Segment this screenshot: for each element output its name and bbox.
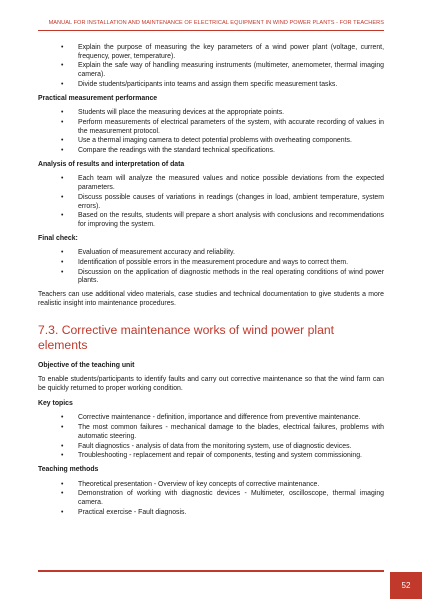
list-item-text: Identification of possible errors in the measurement procedure and ways to correct them.	[78, 259, 349, 267]
list-item	[38, 424, 384, 441]
bullet-icon: •	[61, 480, 64, 488]
bullet-icon: •	[61, 249, 64, 257]
list-item	[38, 147, 384, 156]
key-topics-list	[38, 414, 384, 461]
practical-heading: Practical measurement performance	[38, 94, 158, 102]
bullet-icon: •	[61, 118, 64, 126]
list-item	[38, 452, 384, 461]
list-item	[38, 259, 384, 268]
list-item	[38, 175, 384, 192]
bullet-icon: •	[61, 44, 64, 51]
list-item	[38, 137, 384, 146]
list-item	[38, 119, 384, 136]
list-item-text: The most common failures - mechanical damage to the blades, electrical failures, problems with automatic steering.	[78, 424, 384, 440]
list-item-text: Students will place the measuring devices at the appropriate points.	[78, 109, 285, 117]
practical-list	[38, 109, 384, 156]
list-item-text: Corrective maintenance - definition, importance and difference from preventive maintenance.	[78, 414, 361, 422]
list-item-text: Discussion on the application of diagnostic methods in the real operating conditions of wind power plants.	[78, 268, 384, 285]
list-item-text: Demonstration of working with diagnostic devices - Multimeter, oscilloscope, thermal imaging camera.	[78, 490, 384, 507]
list-item	[38, 212, 384, 229]
list-item-text: Use a thermal imaging camera to detect potential problems with overheating components.	[78, 137, 352, 145]
page-content	[38, 44, 384, 522]
list-item	[38, 109, 384, 118]
bullet-icon: •	[61, 268, 64, 276]
final-check-heading: Final check:	[38, 234, 78, 242]
final-check-list	[38, 249, 384, 286]
list-item-text: Troubleshooting - replacement and repair of components, testing and system commissioning.	[78, 452, 362, 460]
list-item	[38, 249, 384, 258]
methods-list	[38, 481, 384, 518]
bullet-icon: •	[61, 62, 64, 70]
bullet-icon: •	[61, 137, 64, 145]
bullet-icon: •	[61, 508, 64, 516]
bullet-icon: •	[61, 452, 64, 460]
list-item	[38, 44, 384, 61]
list-item	[38, 481, 384, 490]
list-item-text: Explain the safe way of handling measuring instruments (multimeter, anemometer, thermal imaging camera).	[78, 62, 384, 79]
bullet-icon: •	[61, 80, 64, 88]
header-divider	[38, 30, 384, 31]
footer-divider	[38, 570, 384, 572]
list-item-text: Evaluation of measurement accuracy and reliability.	[78, 249, 235, 257]
list-item-text: Practical exercise - Fault diagnosis.	[78, 508, 187, 516]
methods-heading: Teaching methods	[38, 465, 99, 473]
page-number: 52	[390, 572, 422, 599]
section-title: 7.3. Corrective maintenance works of wind power plant elements	[38, 322, 335, 352]
list-item-text: Perform measurements of electrical parameters of the system, with accurate recording of values in the measurement protocol.	[78, 118, 384, 135]
analysis-heading: Analysis of results and interpretation of data	[38, 160, 185, 168]
teachers-note: Teachers can use additional video materials, case studies and technical documentation to give students a more realistic insight into maintenance procedures.	[38, 291, 384, 307]
list-item-text: Fault diagnostics - analysis of data from the monitoring system, use of diagnostic devices.	[78, 442, 352, 450]
list-item-text: Compare the readings with the standard technical specifications.	[78, 147, 275, 155]
objective-text: To enable students/participants to identify faults and carry out corrective maintenance so that the wind farm can be quickly returned to proper working condition.	[38, 376, 384, 392]
list-item	[38, 490, 384, 507]
list-item-text: Divide students/participants into teams and assign them specific measurement tasks.	[78, 80, 338, 88]
list-item	[38, 269, 384, 286]
list-item	[38, 443, 384, 452]
header-text: MANUAL FOR INSTALLATION AND MAINTENANCE OF ELECTRICAL EQUIPMENT IN WIND POWER PLANTS - FOR TEACHERS	[48, 20, 384, 26]
list-item	[38, 414, 384, 423]
list-item	[38, 194, 384, 211]
bullet-icon: •	[61, 193, 64, 201]
bullet-icon: •	[61, 259, 64, 267]
list-item-text: Based on the results, students will prepare a short analysis with conclusions and recommendations for improving the system.	[78, 212, 384, 228]
bullet-icon: •	[61, 147, 64, 155]
list-item-text: Theoretical presentation - Overview of key concepts of corrective maintenance.	[78, 480, 320, 488]
list-item-text: Each team will analyze the measured values and notice possible deviations from the expected parameters.	[78, 175, 384, 192]
list-item-text: Discuss possible causes of variations in readings (changes in load, ambient temperature, system errors).	[78, 193, 384, 210]
bullet-icon: •	[61, 490, 64, 498]
bullet-icon: •	[61, 442, 64, 450]
list-item	[38, 509, 384, 518]
bullet-icon: •	[61, 109, 64, 117]
bullet-icon: •	[61, 424, 64, 432]
list-item-text: Explain the purpose of measuring the key parameters of a wind power plant (voltage, current, frequency, power, temperature).	[78, 44, 384, 60]
intro-list	[38, 44, 384, 90]
objective-heading: Objective of the teaching unit	[38, 361, 135, 369]
key-topics-heading: Key topics	[38, 399, 73, 407]
bullet-icon: •	[61, 212, 64, 220]
list-item	[38, 81, 384, 90]
analysis-list	[38, 175, 384, 229]
bullet-icon: •	[61, 414, 64, 422]
bullet-icon: •	[61, 175, 64, 183]
list-item	[38, 62, 384, 79]
